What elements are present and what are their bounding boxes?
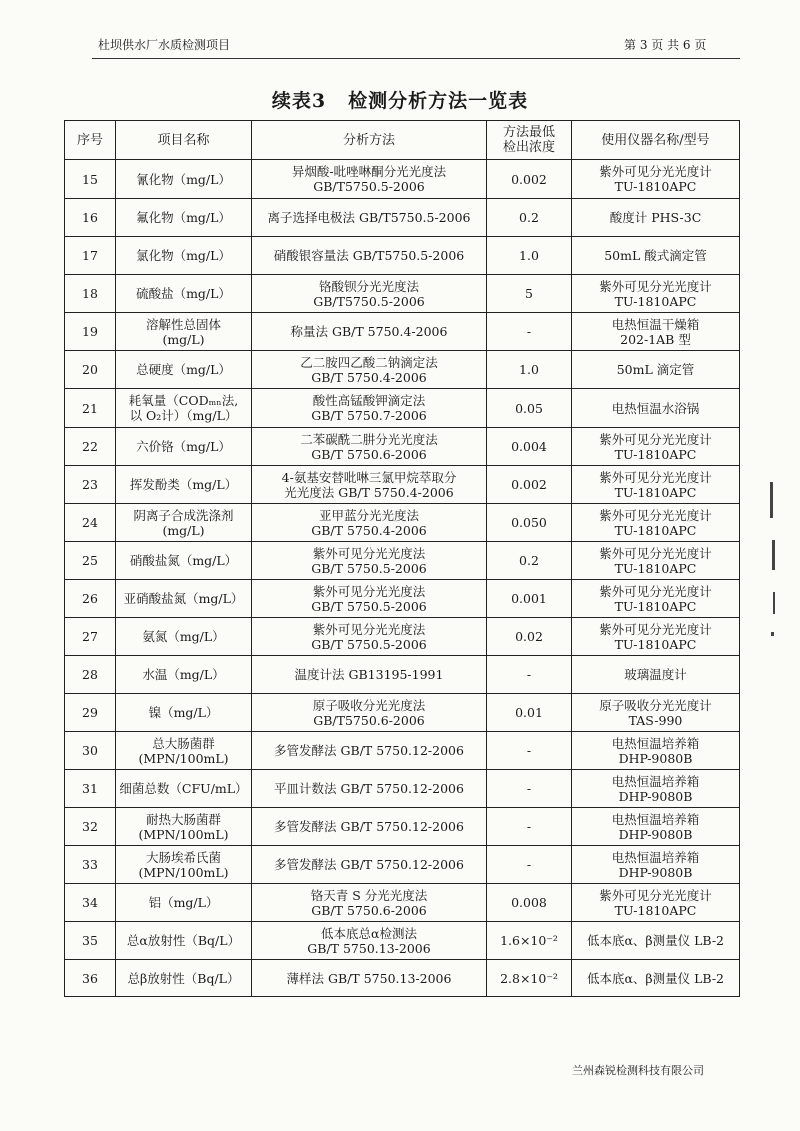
table-row — [65, 808, 740, 846]
item-name-cell: 水温（mg/L） — [116, 656, 252, 694]
method-cell: 紫外可见分光光度法 GB/T 5750.5-2006 — [252, 580, 487, 618]
methods-table — [64, 120, 740, 997]
item-name-cell: 总硬度（mg/L） — [116, 351, 252, 389]
table-row — [65, 770, 740, 808]
item-name-cell: 耗氧量（CODₘₙ法, 以 O₂计）（mg/L） — [116, 389, 252, 428]
item-name-cell: 氰化物（mg/L） — [116, 160, 252, 199]
instrument-cell: 电热恒温培养箱 DHP-9080B — [572, 732, 740, 770]
item-name-cell: 氟化物（mg/L） — [116, 199, 252, 237]
detection-limit-cell: - — [487, 846, 572, 884]
instrument-cell: 紫外可见分光光度计 TU-1810APC — [572, 618, 740, 656]
item-name-cell: 硫酸盐（mg/L） — [116, 275, 252, 313]
col-header-method: 分析方法 — [252, 121, 487, 160]
row-number-cell: 22 — [65, 428, 116, 466]
table-row — [65, 656, 740, 694]
scan-mark — [772, 540, 775, 570]
table-row — [65, 199, 740, 237]
row-number-cell: 34 — [65, 884, 116, 922]
instrument-cell: 低本底α、β测量仪 LB-2 — [572, 922, 740, 960]
row-number-cell: 26 — [65, 580, 116, 618]
method-cell: 铬酸钡分光光度法 GB/T5750.5-2006 — [252, 275, 487, 313]
scan-mark — [773, 592, 775, 614]
instrument-cell: 50mL 滴定管 — [572, 351, 740, 389]
method-cell: 二苯碳酰二肼分光光度法 GB/T 5750.6-2006 — [252, 428, 487, 466]
row-number-cell: 17 — [65, 237, 116, 275]
instrument-cell: 紫外可见分光光度计 TU-1810APC — [572, 428, 740, 466]
row-number-cell: 15 — [65, 160, 116, 199]
detection-limit-cell: 0.050 — [487, 504, 572, 542]
instrument-cell: 电热恒温水浴锅 — [572, 389, 740, 428]
scan-mark — [770, 482, 773, 518]
method-cell: 温度计法 GB13195-1991 — [252, 656, 487, 694]
instrument-cell: 电热恒温培养箱 DHP-9080B — [572, 808, 740, 846]
table-row — [65, 580, 740, 618]
detection-limit-cell: 1.0 — [487, 351, 572, 389]
method-cell: 多管发酵法 GB/T 5750.12-2006 — [252, 846, 487, 884]
detection-limit-cell: - — [487, 808, 572, 846]
detection-limit-cell: 0.004 — [487, 428, 572, 466]
item-name-cell: 细菌总数（CFU/mL） — [116, 770, 252, 808]
item-name-cell: 硝酸盐氮（mg/L） — [116, 542, 252, 580]
table-row — [65, 884, 740, 922]
instrument-cell: 紫外可见分光光度计 TU-1810APC — [572, 275, 740, 313]
item-name-cell: 铝（mg/L） — [116, 884, 252, 922]
instrument-cell: 紫外可见分光光度计 TU-1810APC — [572, 160, 740, 199]
detection-limit-cell: 0.2 — [487, 542, 572, 580]
item-name-cell: 氯化物（mg/L） — [116, 237, 252, 275]
table-row — [65, 428, 740, 466]
header-left: 杜坝供水厂水质检测项目 — [98, 38, 231, 52]
method-cell: 原子吸收分光光度法 GB/T5750.6-2006 — [252, 694, 487, 732]
detection-limit-cell: 0.05 — [487, 389, 572, 428]
table-row — [65, 389, 740, 428]
row-number-cell: 36 — [65, 960, 116, 997]
instrument-cell: 电热恒温培养箱 DHP-9080B — [572, 846, 740, 884]
table-row — [65, 504, 740, 542]
item-name-cell: 总β放射性（Bq/L） — [116, 960, 252, 997]
method-cell: 平皿计数法 GB/T 5750.12-2006 — [252, 770, 487, 808]
method-cell: 亚甲蓝分光光度法 GB/T 5750.4-2006 — [252, 504, 487, 542]
method-cell: 紫外可见分光光度法 GB/T 5750.5-2006 — [252, 542, 487, 580]
detection-limit-cell: 0.2 — [487, 199, 572, 237]
method-cell: 紫外可见分光光度法 GB/T 5750.5-2006 — [252, 618, 487, 656]
header-divider — [92, 58, 740, 59]
row-number-cell: 24 — [65, 504, 116, 542]
method-cell: 铬天青 S 分光光度法 GB/T 5750.6-2006 — [252, 884, 487, 922]
row-number-cell: 33 — [65, 846, 116, 884]
instrument-cell: 玻璃温度计 — [572, 656, 740, 694]
table-row — [65, 732, 740, 770]
row-number-cell: 21 — [65, 389, 116, 428]
item-name-cell: 大肠埃希氏菌 (MPN/100mL) — [116, 846, 252, 884]
detection-limit-cell: 1.6×10⁻² — [487, 922, 572, 960]
row-number-cell: 28 — [65, 656, 116, 694]
method-cell: 低本底总α检测法 GB/T 5750.13-2006 — [252, 922, 487, 960]
instrument-cell: 50mL 酸式滴定管 — [572, 237, 740, 275]
instrument-cell: 紫外可见分光光度计 TU-1810APC — [572, 580, 740, 618]
detection-limit-cell: 0.02 — [487, 618, 572, 656]
method-cell: 异烟酸-吡唑啉酮分光光度法 GB/T5750.5-2006 — [252, 160, 487, 199]
row-number-cell: 16 — [65, 199, 116, 237]
table-row — [65, 237, 740, 275]
item-name-cell: 镍（mg/L） — [116, 694, 252, 732]
item-name-cell: 总α放射性（Bq/L） — [116, 922, 252, 960]
instrument-cell: 紫外可见分光光度计 TU-1810APC — [572, 542, 740, 580]
item-name-cell: 挥发酚类（mg/L） — [116, 466, 252, 504]
detection-limit-cell: 0.01 — [487, 694, 572, 732]
instrument-cell: 紫外可见分光光度计 TU-1810APC — [572, 504, 740, 542]
row-number-cell: 25 — [65, 542, 116, 580]
col-header-item: 项目名称 — [116, 121, 252, 160]
detection-limit-cell: - — [487, 770, 572, 808]
item-name-cell: 阴离子合成洗涤剂 (mg/L) — [116, 504, 252, 542]
row-number-cell: 35 — [65, 922, 116, 960]
title-text: 检测分析方法一览表 — [348, 90, 529, 112]
row-number-cell: 23 — [65, 466, 116, 504]
item-name-cell: 耐热大肠菌群 (MPN/100mL) — [116, 808, 252, 846]
table-row — [65, 466, 740, 504]
page-title — [0, 86, 800, 113]
col-header-instrument: 使用仪器名称/型号 — [572, 121, 740, 160]
row-number-cell: 18 — [65, 275, 116, 313]
method-cell: 称量法 GB/T 5750.4-2006 — [252, 313, 487, 351]
item-name-cell: 亚硝酸盐氮（mg/L） — [116, 580, 252, 618]
instrument-cell: 低本底α、β测量仪 LB-2 — [572, 960, 740, 997]
detection-limit-cell: 0.008 — [487, 884, 572, 922]
method-cell: 离子选择电极法 GB/T5750.5-2006 — [252, 199, 487, 237]
detection-limit-cell: 0.001 — [487, 580, 572, 618]
table-row — [65, 846, 740, 884]
method-cell: 4-氨基安替吡啉三氯甲烷萃取分 光光度法 GB/T 5750.4-2006 — [252, 466, 487, 504]
detection-limit-cell: 1.0 — [487, 237, 572, 275]
table-row — [65, 922, 740, 960]
row-number-cell: 27 — [65, 618, 116, 656]
item-name-cell: 六价铬（mg/L） — [116, 428, 252, 466]
row-number-cell: 29 — [65, 694, 116, 732]
table-row — [65, 694, 740, 732]
table-row — [65, 542, 740, 580]
method-cell: 多管发酵法 GB/T 5750.12-2006 — [252, 732, 487, 770]
item-name-cell: 总大肠菌群 (MPN/100mL) — [116, 732, 252, 770]
col-header-limit: 方法最低 检出浓度 — [487, 121, 572, 160]
table-row — [65, 313, 740, 351]
method-cell: 硝酸银容量法 GB/T5750.5-2006 — [252, 237, 487, 275]
method-cell: 乙二胺四乙酸二钠滴定法 GB/T 5750.4-2006 — [252, 351, 487, 389]
table-row — [65, 160, 740, 199]
instrument-cell: 酸度计 PHS-3C — [572, 199, 740, 237]
instrument-cell: 紫外可见分光光度计 TU-1810APC — [572, 884, 740, 922]
row-number-cell: 30 — [65, 732, 116, 770]
table-row — [65, 351, 740, 389]
detection-limit-cell: - — [487, 656, 572, 694]
row-number-cell: 31 — [65, 770, 116, 808]
instrument-cell: 原子吸收分光光度计 TAS-990 — [572, 694, 740, 732]
table-row — [65, 618, 740, 656]
title-prefix: 续表3 — [271, 90, 327, 112]
table-header-row — [65, 121, 740, 160]
table-row — [65, 275, 740, 313]
detection-limit-cell: 0.002 — [487, 466, 572, 504]
scan-mark — [771, 632, 774, 636]
item-name-cell: 溶解性总固体 (mg/L) — [116, 313, 252, 351]
item-name-cell: 氨氮（mg/L） — [116, 618, 252, 656]
method-cell: 多管发酵法 GB/T 5750.12-2006 — [252, 808, 487, 846]
row-number-cell: 20 — [65, 351, 116, 389]
detection-limit-cell: 2.8×10⁻² — [487, 960, 572, 997]
detection-limit-cell: 5 — [487, 275, 572, 313]
method-cell: 薄样法 GB/T 5750.13-2006 — [252, 960, 487, 997]
method-cell: 酸性高锰酸钾滴定法 GB/T 5750.7-2006 — [252, 389, 487, 428]
row-number-cell: 32 — [65, 808, 116, 846]
detection-limit-cell: 0.002 — [487, 160, 572, 199]
table-row — [65, 960, 740, 997]
col-header-no: 序号 — [65, 121, 116, 160]
header-right: 第 3 页 共 6 页 — [624, 38, 707, 52]
instrument-cell: 电热恒温干燥箱 202-1AB 型 — [572, 313, 740, 351]
footer-company: 兰州森锐检测科技有限公司 — [572, 1064, 704, 1077]
instrument-cell: 电热恒温培养箱 DHP-9080B — [572, 770, 740, 808]
detection-limit-cell: - — [487, 732, 572, 770]
detection-limit-cell: - — [487, 313, 572, 351]
row-number-cell: 19 — [65, 313, 116, 351]
instrument-cell: 紫外可见分光光度计 TU-1810APC — [572, 466, 740, 504]
